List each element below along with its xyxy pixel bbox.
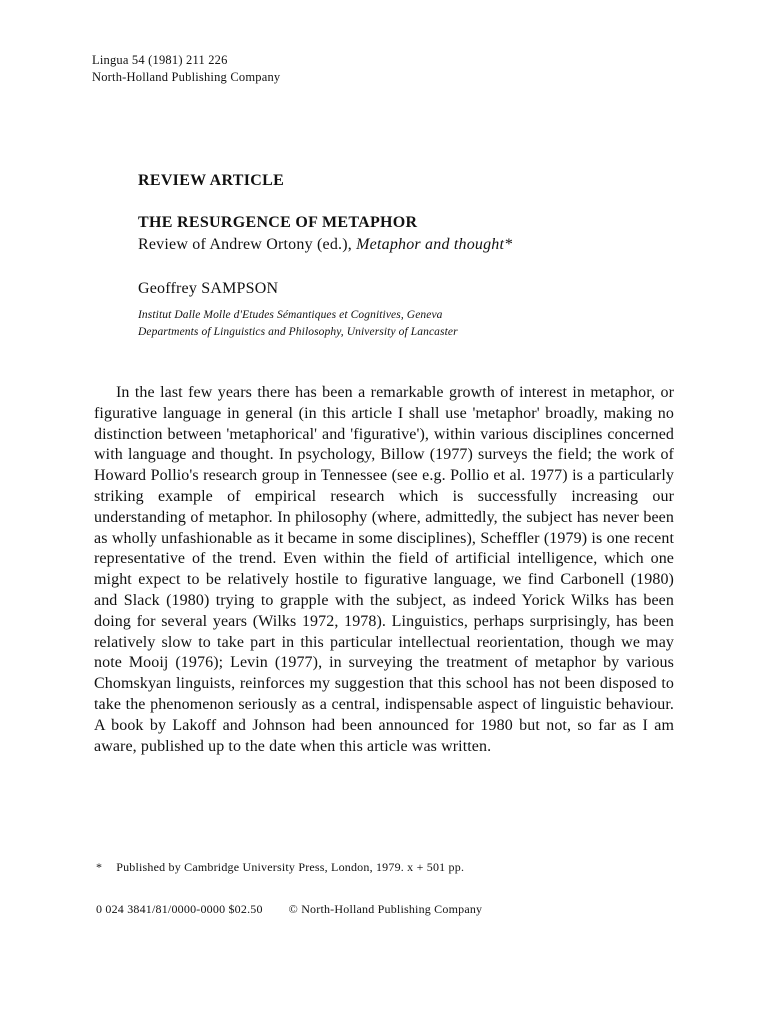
- subtitle-book-title: Metaphor and thought*: [356, 236, 513, 253]
- affiliation-line: Institut Dalle Molle d'Etudes Sémantiques et Cognitives, Geneva: [138, 309, 443, 321]
- journal-publisher: North-Holland Publishing Company: [92, 70, 281, 84]
- subtitle-prefix: Review of Andrew Ortony (ed.),: [138, 236, 357, 253]
- footnote: [96, 860, 464, 875]
- footnote-mark: *: [96, 860, 103, 874]
- author-affiliations: [138, 307, 458, 341]
- footnote-text: Published by Cambridge University Press, London, 1979. x + 501 pp.: [116, 860, 465, 874]
- section-label: REVIEW ARTICLE: [138, 172, 285, 189]
- author-name: Geoffrey SAMPSON: [138, 280, 279, 297]
- article-subtitle: [138, 236, 512, 254]
- imprint-line: [96, 902, 482, 917]
- journal-citation: Lingua 54 (1981) 211 226: [92, 53, 228, 67]
- imprint-code: 0 024 3841/81/0000-0000 $02.50: [96, 902, 263, 916]
- article-title: THE RESURGENCE OF METAPHOR: [138, 214, 418, 231]
- affiliation-line: Departments of Linguistics and Philosophy, University of Lancaster: [138, 326, 458, 338]
- imprint-copyright: © North-Holland Publishing Company: [288, 902, 483, 916]
- body-paragraph: In the last few years there has been a remarkable growth of interest in metaphor, or figurative language in general (in this article I shall use 'metaphor' broadly, making no distinction between 'metaphorical' and 'figurative'), within various disciplines concerned with language and thought. In psychology, Billow (1977) surveys the field; the work of Howard Pollio's research group in Tennessee (see e.g. Pollio et al. 1977) is a particularly striking example of empirical research which is successfully increasing our understanding of metaphor. In philosophy (where, admittedly, the subject has never been as wholly unfashionable as it became in some disciplines), Scheffler (1979) is one recent representative of the trend. Even within the field of artificial intelligence, which one might expect to be relatively hostile to figurative language, we find Carbonell (1980) and Slack (1980) trying to grapple with the subject, as indeed Yorick Wilks has been doing for several years (Wilks 1972, 1978). Linguistics, perhaps surprisingly, has been relatively slow to take part in this particular intellectual reorientation, though we may note Mooij (1976); Levin (1977), in surveying the treatment of metaphor by various Chomskyan linguists, reinforces my suggestion that this school has not been disposed to take the phenomenon seriously as a central, indispensable aspect of linguistic behaviour. A book by Lakoff and Johnson had been announced for 1980 but not, so far as I am aware, published up to the date when this article was written.: [94, 384, 674, 755]
- journal-header: [92, 52, 280, 86]
